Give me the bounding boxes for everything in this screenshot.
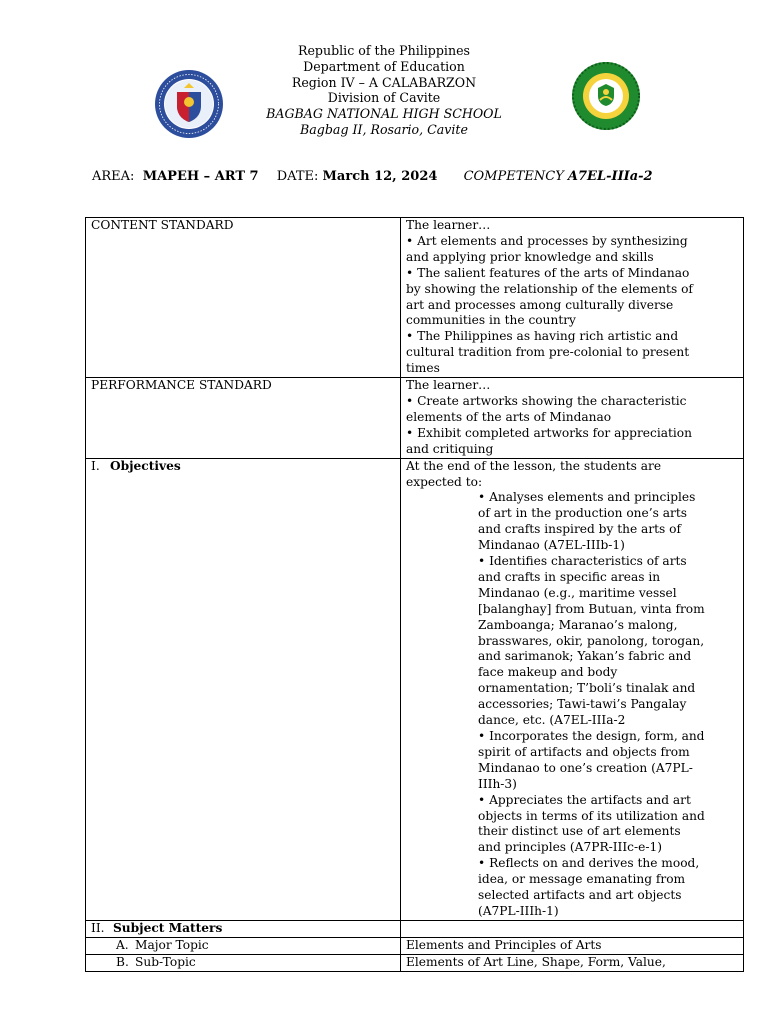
objectives-list xyxy=(406,490,741,919)
list-item: idea, or message emanating from xyxy=(478,872,686,887)
text-line: • Art elements and processes by synthesizing xyxy=(406,233,688,248)
lesson-meta xyxy=(92,169,653,184)
area-label: AREA: xyxy=(92,169,135,184)
text-line: • Exhibit completed artworks for appreciation xyxy=(406,425,692,440)
list-item: Mindanao (A7EL-IIIb-1) xyxy=(478,538,625,553)
text-line: At the end of the lesson, the students are xyxy=(406,458,662,473)
list-item: of art in the production one’s arts xyxy=(478,506,687,521)
competency-label: COMPETENCY xyxy=(463,169,564,184)
list-item: • Reflects on and derives the mood, xyxy=(478,856,700,871)
area-value: MAPEH – ART 7 xyxy=(142,169,259,184)
objectives-body xyxy=(401,458,744,920)
table-row xyxy=(86,218,744,378)
content-standard-body xyxy=(401,218,744,378)
list-item: their distinct use of art elements xyxy=(478,824,681,839)
list-item: (A7PL-IIIh-1) xyxy=(478,903,559,918)
list-item: brasswares, okir, panolong, torogan, xyxy=(478,633,705,648)
major-topic-label-cell xyxy=(86,937,401,954)
header-line: Region IV – A CALABARZON xyxy=(291,74,477,90)
school-seal-logo xyxy=(570,60,642,132)
text-line: and critiquing xyxy=(406,441,494,456)
table-row xyxy=(86,954,744,971)
text-line: cultural tradition from pre-colonial to present xyxy=(406,345,690,360)
list-item: • Incorporates the design, form, and xyxy=(478,729,705,743)
table-row xyxy=(86,378,744,459)
table-row xyxy=(86,920,744,937)
deped-seal-logo xyxy=(153,68,225,140)
table-row xyxy=(86,937,744,954)
list-item: IIIh-3) xyxy=(478,776,517,791)
text-line: elements of the arts of Mindanao xyxy=(406,409,612,424)
list-item: dance, etc. (A7EL-IIIa-2 xyxy=(478,713,626,728)
text-line: by showing the relationship of the elements of xyxy=(406,281,693,296)
list-item: Mindanao (e.g., maritime vessel xyxy=(478,585,677,600)
section-number: II. xyxy=(91,920,105,935)
content-standard-label: CONTENT STANDARD xyxy=(86,218,401,378)
list-item: objects in terms of its utilization and xyxy=(478,808,705,823)
list-item: accessories; Tawi-tawi’s Pangalay xyxy=(478,697,687,712)
list-item: Mindanao to one’s creation (A7PL- xyxy=(478,760,693,775)
list-item: selected artifacts and art objects xyxy=(478,888,682,903)
document-header xyxy=(0,43,768,138)
major-topic-value: Elements and Principles of Arts xyxy=(401,937,744,954)
list-item: • Analyses elements and principles xyxy=(478,490,696,505)
list-item: and sarimanok; Yakan’s fabric and xyxy=(478,649,692,664)
list-item: and principles (A7PR-IIIc-e-1) xyxy=(478,840,662,855)
competency-value: A7EL-IIIa-2 xyxy=(567,169,653,184)
text-line: • Create artworks showing the characteristic xyxy=(406,393,687,408)
school-name: BAGBAG NATIONAL HIGH SCHOOL xyxy=(266,106,502,122)
header-line: Division of Cavite xyxy=(327,90,441,106)
text-line: The learner… xyxy=(406,378,491,393)
item-letter: B. xyxy=(116,954,129,969)
sub-topic-label-cell xyxy=(86,954,401,971)
header-line: Republic of the Philippines xyxy=(297,43,470,58)
list-item: face makeup and body xyxy=(478,665,618,680)
text-line: • The salient features of the arts of Mindanao xyxy=(406,265,690,280)
list-item: spirit of artifacts and objects from xyxy=(478,744,690,759)
empty-cell xyxy=(401,920,744,937)
subject-matters-label-cell xyxy=(86,920,401,937)
performance-standard-label: PERFORMANCE STANDARD xyxy=(86,378,401,459)
text-line: art and processes among culturally diverse xyxy=(406,297,674,312)
sub-topic-label: Sub-Topic xyxy=(135,954,196,969)
header-line: Department of Education xyxy=(303,58,465,74)
text-line: communities in the country xyxy=(406,313,576,328)
date-label: DATE: xyxy=(276,169,319,184)
objectives-label-cell xyxy=(86,458,401,920)
list-item: • Appreciates the artifacts and art xyxy=(478,792,691,807)
text-line: • The Philippines as having rich artistic and xyxy=(406,329,679,344)
sub-topic-value: Elements of Art Line, Shape, Form, Value, xyxy=(401,954,744,971)
lesson-plan-table xyxy=(85,217,744,972)
list-item: • Identifies characteristics of arts xyxy=(478,554,687,569)
objectives-heading: Objectives xyxy=(110,458,181,473)
text-line: times xyxy=(406,361,440,376)
text-line: The learner… xyxy=(406,218,491,232)
date-value: March 12, 2024 xyxy=(322,169,438,184)
table-row xyxy=(86,458,744,920)
item-letter: A. xyxy=(116,937,129,952)
text-line: expected to: xyxy=(406,474,483,489)
list-item: [balanghay] from Butuan, vinta from xyxy=(478,601,705,616)
list-item: and crafts inspired by the arts of xyxy=(478,522,682,537)
list-item: and crafts in specific areas in xyxy=(478,569,661,584)
list-item: Zamboanga; Maranao’s malong, xyxy=(478,617,678,632)
list-item: ornamentation; T’boli’s tinalak and xyxy=(478,681,696,696)
section-number: I. xyxy=(91,458,100,473)
subject-matters-heading: Subject Matters xyxy=(113,920,223,935)
performance-standard-body xyxy=(401,378,744,459)
school-address: Bagbag II, Rosario, Cavite xyxy=(300,121,468,137)
text-line: and applying prior knowledge and skills xyxy=(406,249,654,264)
major-topic-label: Major Topic xyxy=(135,937,209,952)
